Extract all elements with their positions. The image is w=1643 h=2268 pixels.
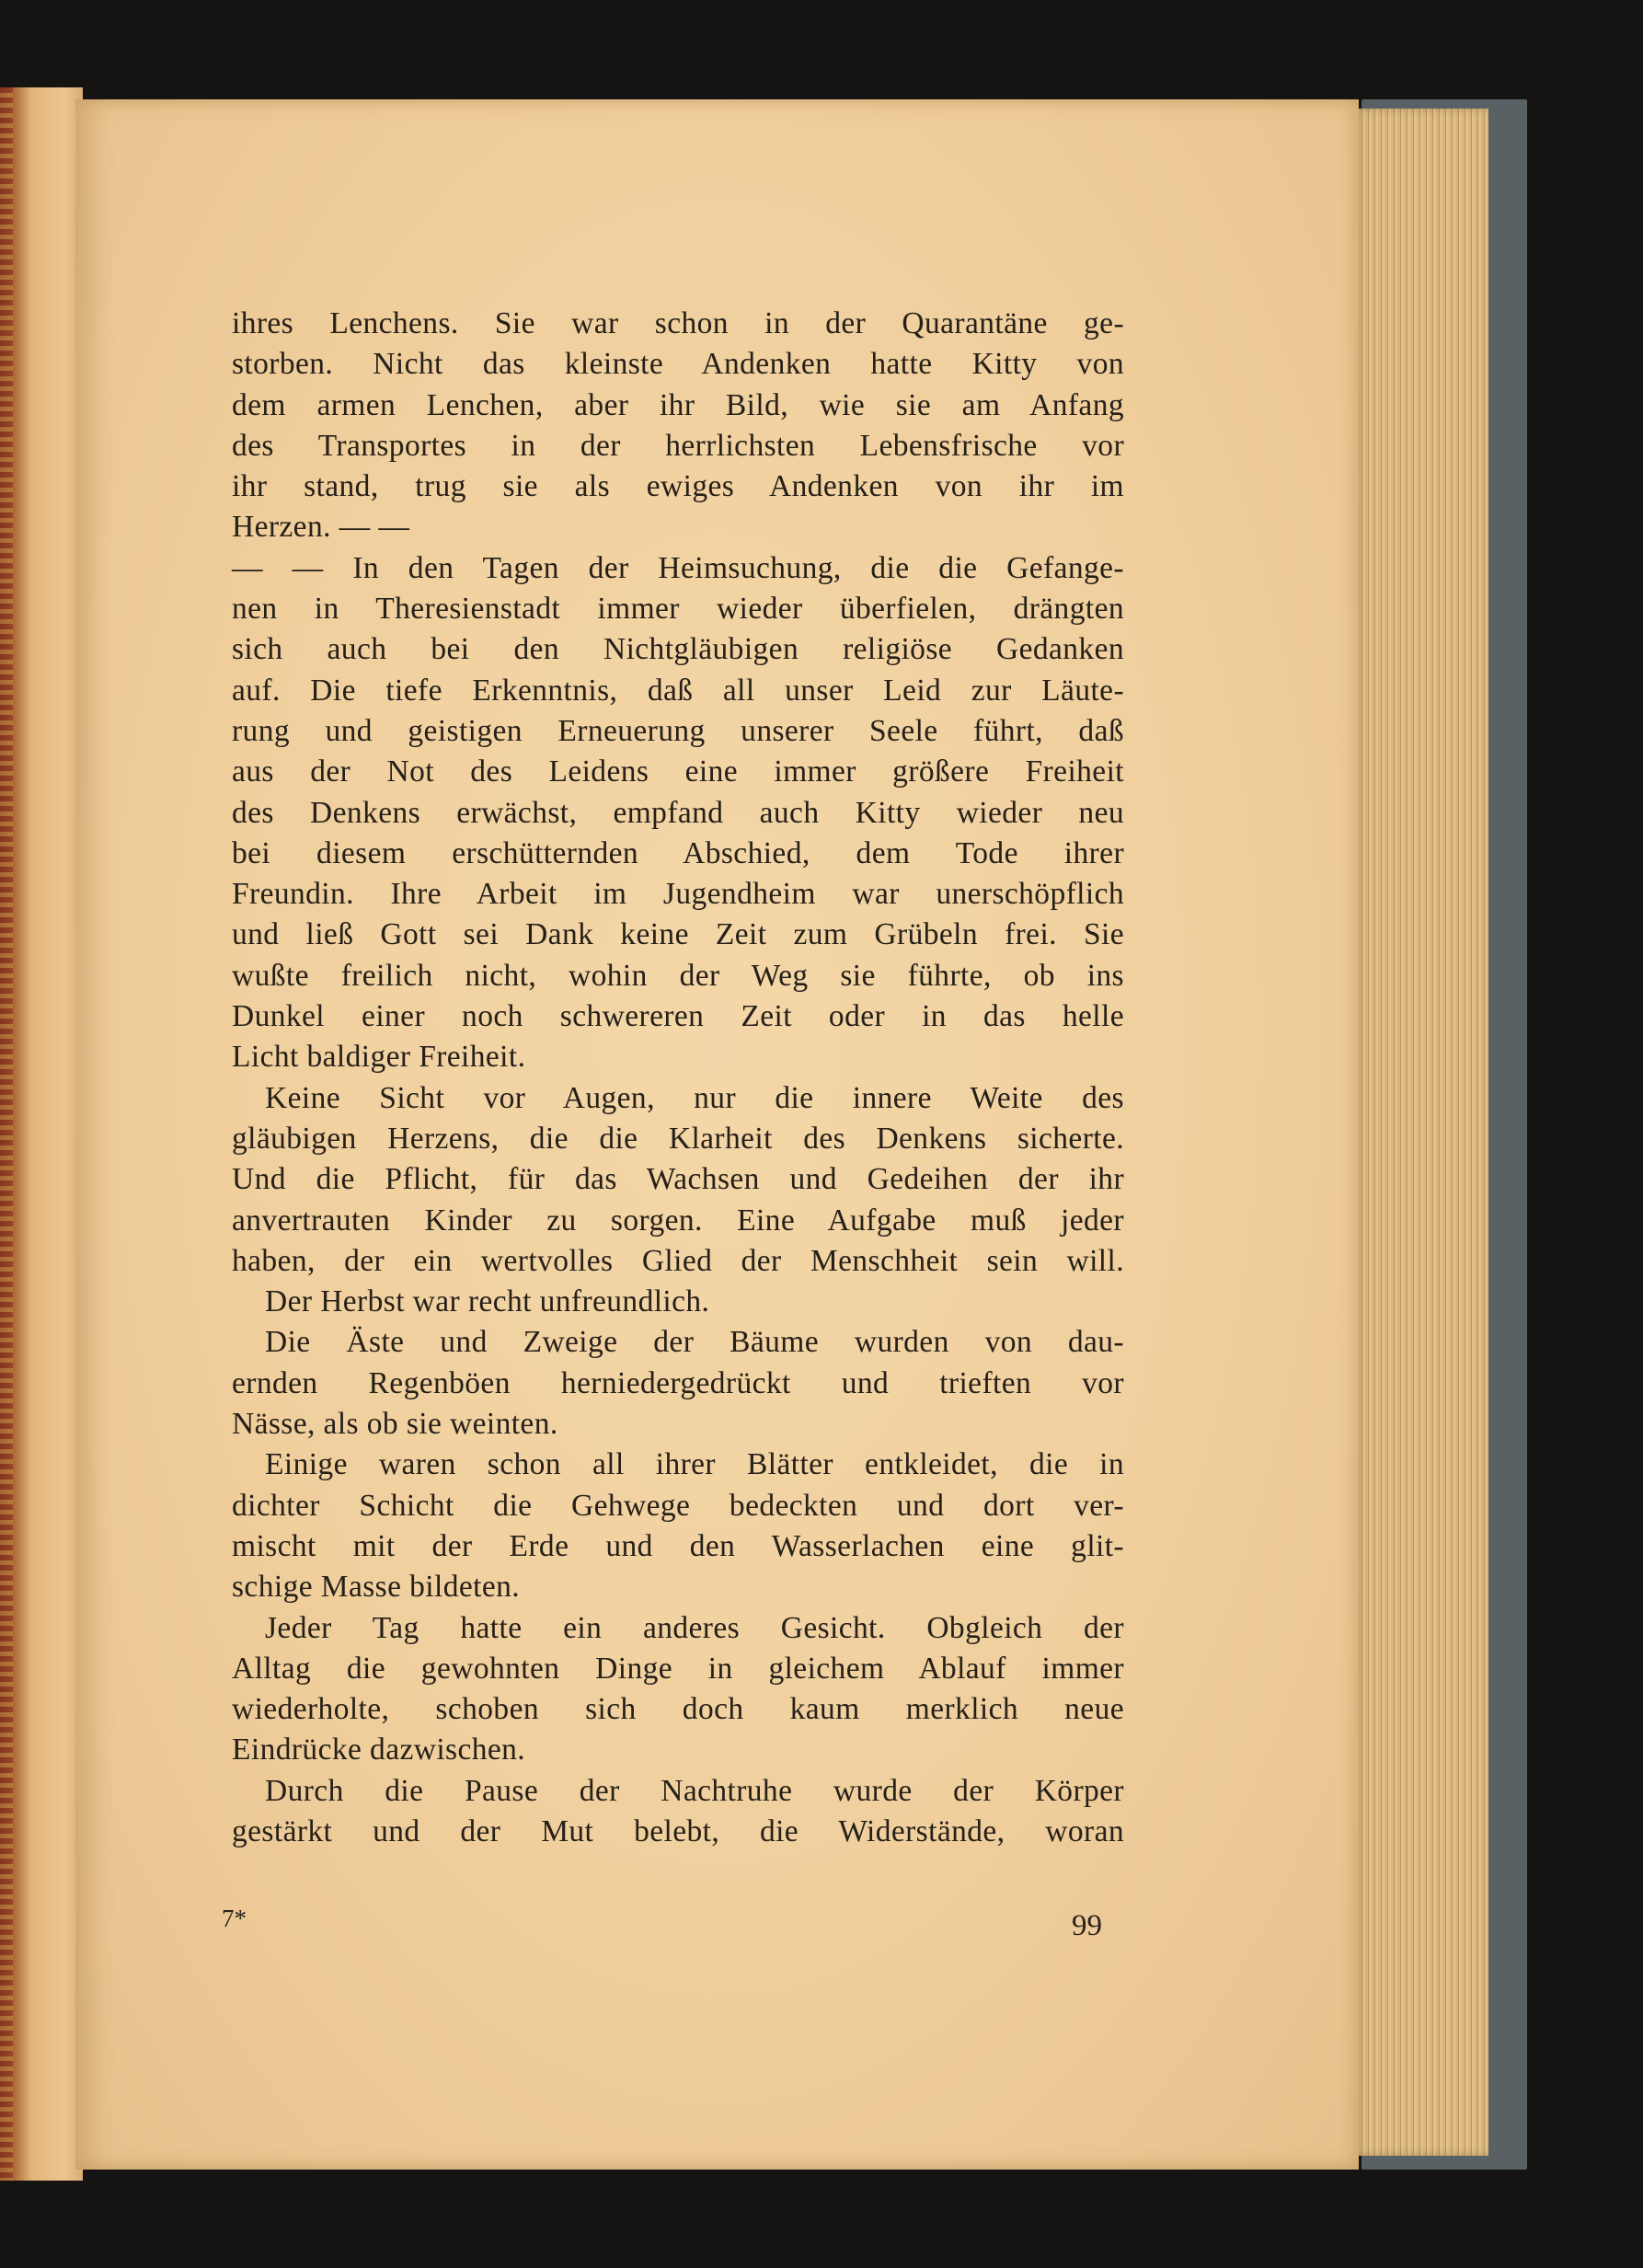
text-line: wußte freilich nicht, wohin der Weg sie führte, ob ins [232,958,1124,993]
text-line: rung und geistigen Erneuerung unserer Seele führt, daß [232,713,1124,748]
text-line: schige Masse bildeten. [232,1570,521,1605]
text-line: Durch die Pause der Nachtruhe wurde der Körper [265,1773,1124,1808]
text-line: bei diesem erschütternden Abschied, dem Tode ihrer [232,835,1124,870]
text-line: und ließ Gott sei Dank keine Zeit zum Grübeln frei. Sie [232,917,1124,952]
text-line: Eindrücke dazwischen. [232,1733,526,1767]
text-line: Keine Sicht vor Augen, nur die innere Weite des [265,1080,1124,1115]
text-line: Jeder Tag hatte ein anderes Gesicht. Obgleich der [265,1610,1124,1645]
text-line: Und die Pflicht, für das Wachsen und Gedeihen der ihr [232,1162,1124,1197]
left-book-cover [0,87,83,2181]
text-line: Herzen. — — [232,510,410,545]
text-line: dem armen Lenchen, aber ihr Bild, wie sie am Anfang [232,387,1124,422]
text-line: wiederholte, schoben sich doch kaum merklich neue [232,1692,1124,1727]
text-line: dichter Schicht die Gehwege bedeckten und dort ver- [232,1488,1124,1523]
text-line: ihr stand, trug sie als ewiges Andenken von ihr im [232,469,1124,504]
text-line: aus der Not des Leidens eine immer größere Freiheit [232,754,1124,789]
text-line: sich auch bei den Nichtgläubigen religiöse Gedanken [232,632,1124,667]
body-text [232,304,1124,1852]
text-line: — — In den Tagen der Heimsuchung, die die Gefange- [232,550,1124,585]
text-line: nen in Theresienstadt immer wieder überfielen, drängten [232,592,1124,627]
text-line: Licht baldiger Freiheit. [232,1040,526,1075]
text-line: gestärkt und der Mut belebt, die Widerstände, woran [232,1813,1124,1848]
text-line: ernden Regenböen herniedergedrückt und trieften vor [232,1365,1124,1400]
signature-mark: 7* [222,1905,247,1932]
text-line: Einige waren schon all ihrer Blätter entkleidet, die in [265,1447,1124,1482]
text-line: gläubigen Herzens, die die Klarheit des Denkens sicherte. [232,1121,1124,1156]
text-line: Alltag die gewohnten Dinge in gleichem Ablauf immer [232,1651,1124,1686]
text-line: Dunkel einer noch schwereren Zeit oder in das helle [232,999,1124,1034]
text-line: haben, der ein wertvolles Glied der Menschheit sein will. [232,1243,1124,1278]
text-line: Die Äste und Zweige der Bäume wurden von dau- [265,1325,1124,1360]
text-line: Der Herbst war recht unfreundlich. [265,1284,710,1319]
text-line: anvertrauten Kinder zu sorgen. Eine Aufgabe muß jeder [232,1203,1124,1238]
page-edges [1352,109,1488,2156]
text-line: Freundin. Ihre Arbeit im Jugendheim war unerschöpflich [232,877,1124,912]
text-line: des Denkens erwächst, empfand auch Kitty wieder neu [232,795,1124,830]
page-number: 99 [1072,1909,1102,1942]
text-line: auf. Die tiefe Erkenntnis, daß all unser Leid zur Läute- [232,673,1124,708]
text-line: Nässe, als ob sie weinten. [232,1407,558,1442]
text-line: des Transportes in der herrlichsten Lebensfrische vor [232,428,1124,463]
text-line: ihres Lenchens. Sie war schon in der Quarantäne ge- [232,306,1124,340]
text-line: mischt mit der Erde und den Wasserlachen eine glit- [232,1528,1124,1563]
text-line: storben. Nicht das kleinste Andenken hatte Kitty von [232,347,1124,382]
